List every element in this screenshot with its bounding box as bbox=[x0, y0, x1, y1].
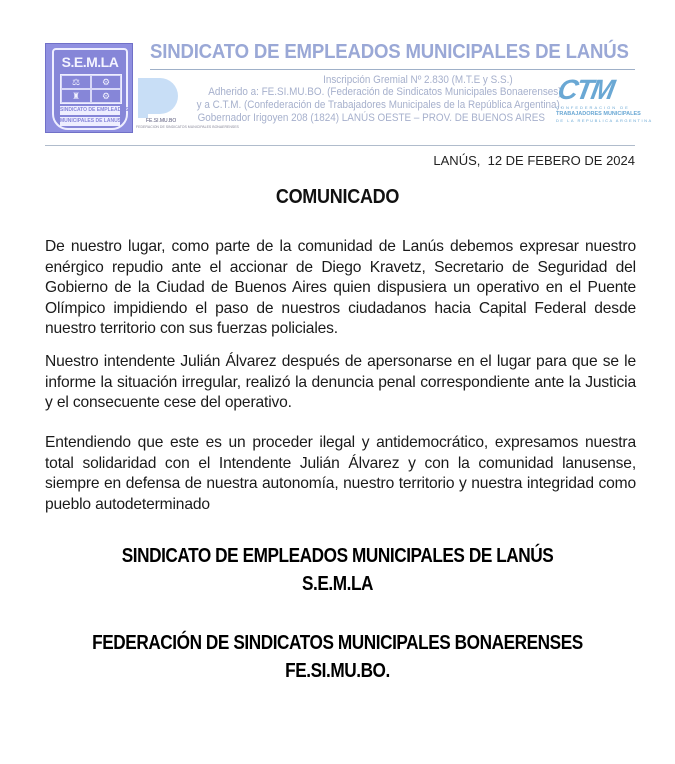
semla-logo-quadrants bbox=[60, 74, 122, 104]
gear-icon: ⚙ bbox=[91, 75, 121, 89]
signature-fesimubo-name: FEDERACIÓN DE SINDICATOS MUNICIPALES BONAERENSES bbox=[92, 632, 583, 654]
fesimubo-logo-sub: FEDERACION DE SINDICATOS MUNICIPALES BONAERENSES bbox=[136, 125, 239, 129]
org-title: SINDICATO DE EMPLEADOS MUNICIPALES DE LANÚS bbox=[150, 41, 629, 63]
ctm-logo bbox=[552, 74, 653, 130]
semla-logo bbox=[45, 43, 133, 133]
header-line-ctm: y a C.T.M. (Confederación de Trabajadores Municipales de la República Argentina). bbox=[197, 99, 563, 111]
header-line-address: Gobernador Irigoyen 208 (1824) LANÚS OESTE – PROV. DE BUENOS AIRES bbox=[197, 112, 545, 124]
signature-fesimubo-abbr: FE.SI.MU.BO. bbox=[285, 660, 390, 682]
header-line-registration: Inscripción Gremial Nº 2.830 (M.T.E y S.S.) bbox=[323, 74, 513, 86]
scales-icon: ⚖ bbox=[61, 75, 91, 89]
date-line: LANÚS, 12 DE FEBERO DE 2024 bbox=[433, 153, 635, 168]
signature-semla-name: SINDICATO DE EMPLEADOS MUNICIPALES DE LANÚS bbox=[121, 545, 554, 567]
header-line-adherido: Adherido a: FE.SI.MU.BO. (Federación de Sindicatos Municipales Bonaerenses) bbox=[208, 86, 562, 98]
tower-icon: ♜ bbox=[61, 89, 91, 103]
fesimubo-logo-label: FE.SI.MU.BO bbox=[146, 118, 177, 124]
semla-logo-band-2: MUNICIPALES DE LANUS bbox=[60, 118, 122, 124]
semla-logo-name: S.E.M.LA bbox=[61, 54, 119, 70]
ctm-logo-line-1: CONFEDERACION DE bbox=[556, 105, 630, 110]
fesimubo-p-stem bbox=[138, 108, 148, 118]
fesimubo-logo bbox=[136, 78, 239, 136]
ctm-logo-letters: CTM bbox=[555, 74, 616, 105]
ctm-logo-line-3: DE LA REPUBLICA ARGENTINA bbox=[556, 118, 653, 123]
semla-shield-icon bbox=[52, 48, 128, 130]
paragraph-2: Nuestro intendente Julián Álvarez después de apersonarse en el lugar para que se le informe la situación irregular, realizó la denuncia penal correspondiente ante la Justicia y el consecuente cese del operativo. bbox=[45, 353, 636, 411]
header-bottom-divider bbox=[45, 145, 635, 146]
paragraph-3: Entendiendo que este es un proceder ilegal y antidemocrático, expresamos nuestra total solidaridad con el Intendente Julián Álvarez y con la comunidad lanusense, siempre en defensa de nuestra autonomía, nuestro territorio y nuestra integridad como pueblo autodeterminado bbox=[45, 434, 636, 513]
gear-icon: ⚙ bbox=[91, 89, 121, 103]
document-title: COMUNICADO bbox=[275, 186, 400, 208]
header-divider bbox=[150, 69, 635, 70]
paragraph-1: De nuestro lugar, como parte de la comunidad de Lanús debemos expresar nuestro enérgico repudio ante el accionar de Diego Kravetz, Secretario de Seguridad del Gobierno de la Ciudad de Buenos Aires quien dispusiera un operativo en el Puente Olímpico impidiendo el paso de nuestros ciudadanos hacia Capital Federal desde nuestro territorio con sus fuerzas policiales. bbox=[45, 238, 636, 337]
signature-semla-abbr: S.E.M.LA bbox=[301, 573, 374, 595]
semla-logo-band-1: SINDICATO DE EMPLEADOS bbox=[60, 107, 129, 113]
ctm-logo-line-2: TRABAJADORES MUNICIPALES bbox=[556, 111, 641, 117]
